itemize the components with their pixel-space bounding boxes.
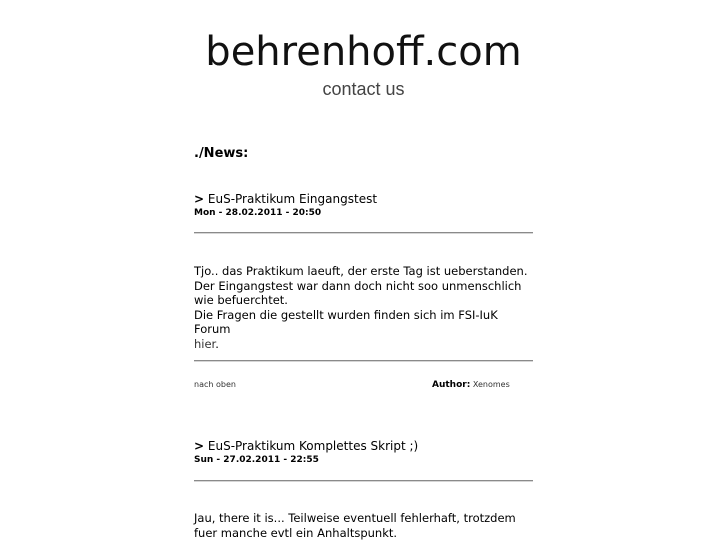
- forum-link[interactable]: hier: [194, 336, 216, 351]
- news-heading: ./News:: [194, 146, 249, 161]
- divider: [194, 232, 533, 234]
- post-title-text: EuS-Praktikum Eingangstest: [207, 192, 378, 206]
- author-name: Xenomes: [472, 380, 510, 389]
- arrow-icon: >: [194, 192, 205, 206]
- link-suffix: .: [215, 336, 219, 351]
- news-post: [194, 439, 533, 466]
- author-label: Author:: [432, 380, 471, 390]
- post-date: Mon - 28.02.2011 - 20:50: [194, 208, 322, 218]
- post-body-line: Jau, there it is... Teilweise eventuell fehlerhaft, trotzdem fuer manche evtl ein Anhaltspunkt.: [194, 511, 516, 540]
- post-body-line: Der Eingangstest war dann doch nicht soo unmenschlich wie befuerchtet.: [194, 278, 522, 307]
- back-to-top-link[interactable]: nach oben: [194, 380, 236, 389]
- post-body: [194, 264, 533, 351]
- post-author: [432, 379, 510, 391]
- contact-us-link[interactable]: contact us: [322, 79, 405, 99]
- post-footer: [194, 379, 533, 391]
- post-title[interactable]: [194, 439, 533, 454]
- post-body-line: Die Fragen die gestellt wurden finden sich im FSI-IuK Forum: [194, 307, 498, 336]
- news-post: [194, 192, 533, 219]
- post-body-line: [194, 337, 533, 352]
- arrow-icon: >: [194, 439, 205, 453]
- post-body: [194, 511, 533, 540]
- post-date: Sun - 27.02.2011 - 22:55: [194, 455, 319, 465]
- divider: [194, 480, 533, 482]
- divider: [194, 360, 533, 362]
- post-title[interactable]: [194, 192, 533, 207]
- post-body-line: Tjo.. das Praktikum laeuft, der erste Tag ist ueberstanden.: [194, 264, 528, 278]
- site-title: behrenhoff.com: [205, 29, 522, 75]
- post-title-text: EuS-Praktikum Komplettes Skript ;): [207, 439, 419, 453]
